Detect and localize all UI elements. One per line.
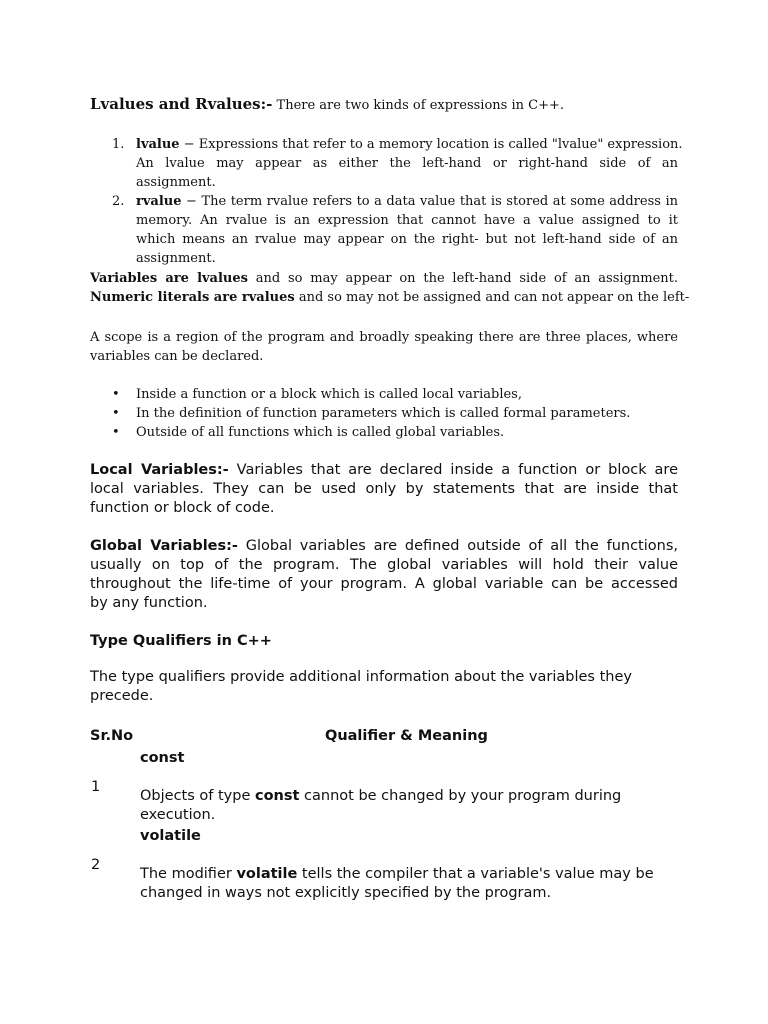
scope-line-2: variables can be declared. — [90, 349, 264, 364]
statement-variables — [90, 269, 678, 288]
scope-line-1: A scope is a region of the program and broadly speaking there are three places, where — [90, 330, 678, 345]
lvalues-heading: Lvalues and Rvalues:- — [90, 95, 273, 113]
list-item — [90, 385, 690, 404]
local-variables-paragraph — [90, 461, 678, 518]
qualifier-desc-keyword: const — [254, 788, 300, 804]
global-line-1-text: Global variables are defined outside of all the functions, — [237, 538, 678, 554]
local-line-1-text: Variables that are declared inside a function or block are — [228, 462, 678, 478]
scope-paragraph — [90, 328, 678, 366]
global-variables-label: Global Variables:- — [90, 538, 238, 554]
bullet-icon: • — [112, 387, 120, 402]
qualifier-desc-volatile — [140, 865, 700, 903]
global-line-4: by any function. — [90, 595, 208, 611]
table-header-srno: Sr.No — [90, 728, 134, 744]
lvalue-line-3: assignment. — [136, 175, 216, 190]
scope-bullet-list — [90, 385, 690, 442]
table-header-qualifier-meaning: Qualifier & Meaning — [325, 728, 488, 744]
qualifier-desc-keyword: volatile — [236, 866, 298, 882]
tq-desc-line-1: The type qualifiers provide additional information about the variables they — [90, 669, 632, 685]
qualifier-name-volatile: volatile — [140, 828, 201, 844]
local-line-1 — [90, 461, 678, 480]
lvalue-line-1-text: − Expressions that refer to a memory location is called "lvalue" expression. — [179, 137, 683, 152]
local-line-3: function or block of code. — [90, 500, 275, 516]
bullet-text: In the definition of function parameters which is called formal parameters. — [136, 406, 631, 421]
statement-literals — [90, 288, 690, 307]
row-number: 2 — [91, 857, 101, 873]
qualifier-desc-text: Objects of type — [140, 788, 255, 804]
list-number: 1. — [112, 137, 125, 152]
lvalue-rvalue-statements — [90, 269, 690, 307]
qualifier-desc-const — [140, 787, 700, 825]
bullet-text: Inside a function or a block which is called local variables, — [136, 387, 522, 402]
list-item — [90, 423, 690, 442]
qualifier-desc-text: cannot be changed by your program during — [299, 788, 622, 804]
qualifier-desc-line-2: execution. — [140, 807, 216, 823]
lvalue-line-1 — [136, 135, 683, 154]
local-line-2: local variables. They can be used only by statements that are inside that — [90, 481, 678, 497]
global-line-1 — [90, 537, 678, 556]
global-line-3: throughout the life-time of your program. A global variable can be accessed — [90, 576, 678, 592]
bullet-icon: • — [112, 425, 120, 440]
lvalue-term: lvalue — [136, 137, 180, 152]
bullet-text: Outside of all functions which is called global variables. — [136, 425, 505, 440]
global-line-2: usually on top of the program. The global variables will hold their value — [90, 557, 678, 573]
bullet-icon: • — [112, 406, 120, 421]
statement-variables-bold: Variables are lvalues — [90, 271, 248, 286]
qualifier-desc-text: The modifier — [140, 866, 237, 882]
qualifier-desc-text: tells the compiler that a variable's value may be — [297, 866, 654, 882]
qualifier-desc-line-1 — [140, 787, 700, 806]
rvalue-line-4: assignment. — [136, 251, 216, 266]
lvalues-intro-text: There are two kinds of expressions in C++. — [272, 98, 564, 113]
rvalue-line-1-text: − The term rvalue refers to a data value that is stored at some address in — [181, 194, 678, 209]
statement-literals-text: and so may not be assigned and can not appear on the left- — [294, 290, 690, 305]
tq-desc-line-2: precede. — [90, 688, 154, 704]
qualifier-desc-line-1 — [140, 865, 700, 884]
type-qualifiers-heading-text: Type Qualifiers in C++ — [90, 633, 272, 649]
statement-literals-bold: Numeric literals are rvalues — [90, 290, 295, 305]
rvalue-line-1 — [136, 192, 678, 211]
qualifier-desc-line-2: changed in ways not explicitly specified by the program. — [140, 885, 552, 901]
row-number: 1 — [91, 779, 101, 795]
lvalue-line-2: An lvalue may appear as either the left-hand or right-hand side of an — [136, 156, 678, 171]
rvalue-line-2: memory. An rvalue is an expression that cannot have a value assigned to it — [136, 213, 678, 228]
list-number: 2. — [112, 194, 125, 209]
type-qualifiers-heading — [90, 632, 678, 651]
list-item — [90, 404, 690, 423]
lvalues-intro — [90, 95, 678, 115]
local-variables-label: Local Variables:- — [90, 462, 229, 478]
rvalue-term: rvalue — [136, 194, 182, 209]
rvalue-line-3: which means an rvalue may appear on the right- but not left-hand side of an — [136, 232, 678, 247]
qualifier-name-const: const — [140, 750, 185, 766]
type-qualifiers-description — [90, 668, 678, 706]
global-variables-paragraph — [90, 537, 678, 613]
statement-variables-text: and so may appear on the left-hand side of an assignment. — [247, 271, 678, 286]
